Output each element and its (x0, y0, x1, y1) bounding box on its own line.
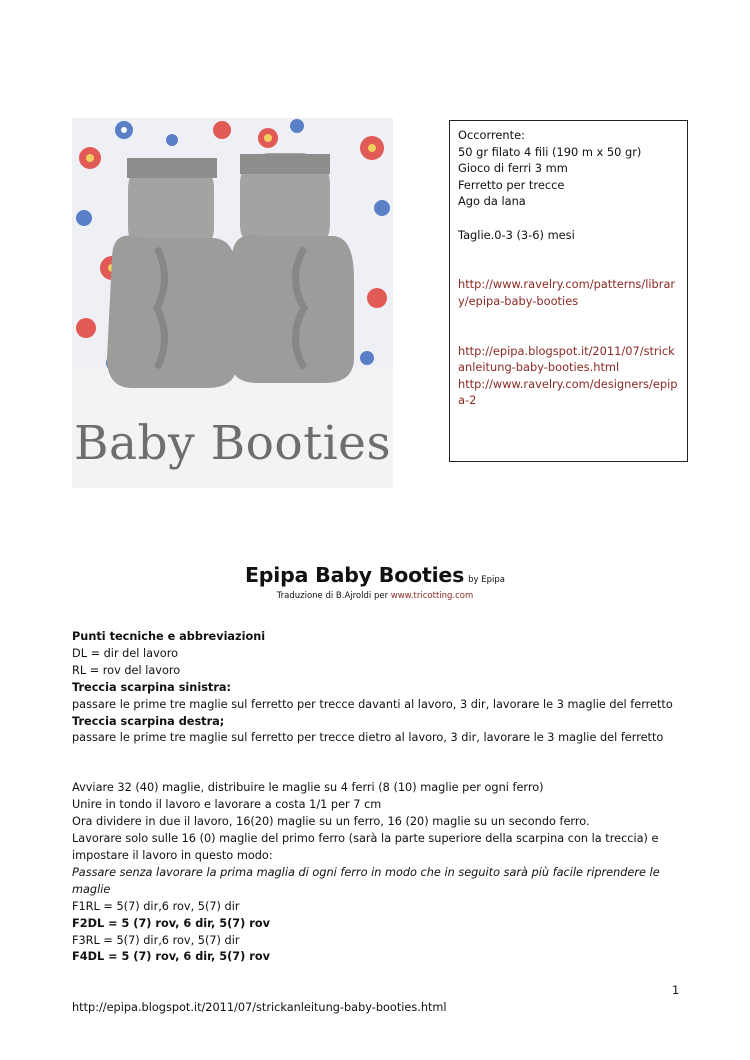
row-instruction: F1RL = 5(7) dir,6 rov, 5(7) dir (72, 899, 240, 913)
left-cable-text: passare le prime tre maglie sul ferretto per trecce davanti al lavoro, 3 dir, lavorare le 3 maglie del ferretto (72, 697, 673, 711)
document-header (0, 563, 750, 601)
materials-line: Ago da lana (458, 194, 526, 209)
instruction-paragraph: Unire in tondo il lavoro e lavorare a costa 1/1 per 7 cm (72, 798, 382, 812)
materials-line: Gioco di ferri 3 mm (458, 161, 568, 176)
abbreviation-rl: RL = rov del lavoro (72, 663, 181, 677)
abbreviations-heading: Punti tecniche e abbreviazioni (72, 630, 266, 643)
booties-photo (72, 118, 393, 488)
row-instruction: F4DL = 5 (7) rov, 6 dir, 5(7) rov (72, 950, 270, 964)
sizes-line: Taglie.0-3 (3-6) mesi (458, 227, 575, 242)
materials-line: Occorrente: (458, 128, 525, 142)
abbreviation-dl: DL = dir del lavoro (72, 646, 179, 660)
row-instruction: F2DL = 5 (7) rov, 6 dir, 5(7) rov (72, 916, 270, 930)
translation-credit (0, 591, 750, 601)
left-cable-heading: Treccia scarpina sinistra: (72, 680, 232, 694)
photo-title: Baby Booties (73, 416, 392, 471)
materials-line: Ferretto per trecce (458, 177, 565, 192)
footer-url[interactable]: http://epipa.blogspot.it/2011/07/strickanleitung-baby-booties.html (72, 1001, 447, 1014)
author-byline: by Epipa (468, 575, 505, 585)
translation-label: Traduzione di B.Ajroldi per (276, 591, 389, 601)
instruction-paragraph: Avviare 32 (40) maglie, distribuire le maglie su 4 ferri (8 (10) maglie per ogni ferro) (72, 781, 544, 795)
right-cable-text: passare le prime tre maglie sul ferretto per trecce dietro al lavoro, 3 dir, lavorare le 3 maglie del ferretto (72, 731, 664, 745)
row-instruction: F3RL = 5(7) dir,6 rov, 5(7) dir (72, 933, 240, 947)
document-title: Epipa Baby Booties (245, 563, 465, 587)
instruction-paragraph: Ora dividere in due il lavoro, 16(20) maglie su un ferro, 16 (20) maglie su un secondo ferro. (72, 815, 590, 829)
tricotting-link[interactable]: www.tricotting.com (390, 591, 474, 601)
ravelry-pattern-link[interactable]: http://www.ravelry.com/patterns/library/epipa-baby-booties (458, 277, 676, 308)
right-cable-heading: Treccia scarpina destra; (72, 714, 225, 728)
instruction-note: Passare senza lavorare la prima maglia di ogni ferro in modo che in seguito sarà più facile riprendere le maglie (72, 865, 660, 896)
ravelry-designer-link[interactable]: http://www.ravelry.com/designers/epipa-2 (458, 376, 678, 408)
materials-box (449, 120, 688, 462)
pattern-body (72, 629, 692, 966)
page-number: 1 (672, 984, 680, 997)
materials-line: 50 gr filato 4 fili (190 m x 50 gr) (458, 144, 642, 159)
blogspot-link[interactable]: http://epipa.blogspot.it/2011/07/strickanleitung-baby-booties.html (458, 343, 675, 375)
instruction-paragraph: Lavorare solo sulle 16 (0) maglie del primo ferro (sarà la parte superiore della scarpina con la treccia) e impostare il lavoro in questo modo: (72, 832, 659, 862)
